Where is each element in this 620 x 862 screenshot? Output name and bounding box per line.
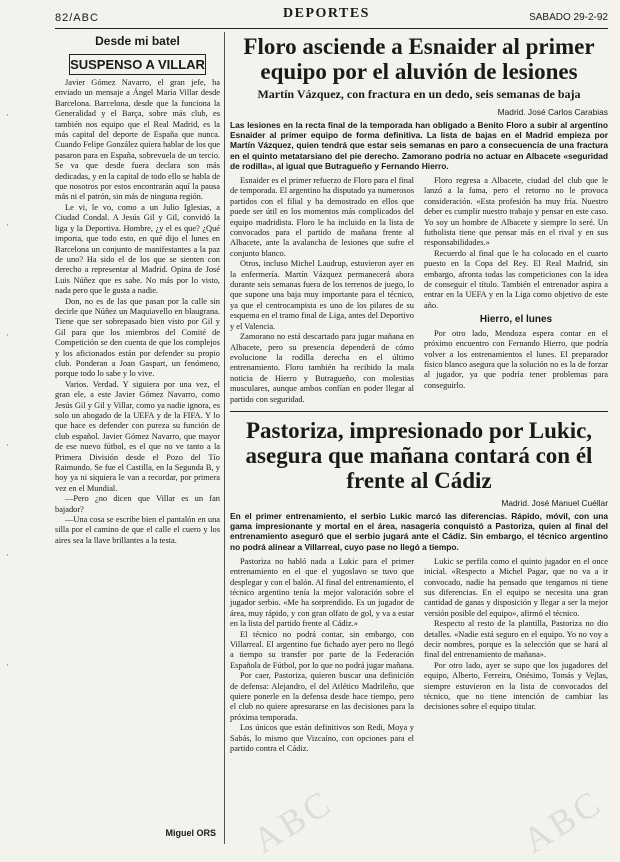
article2-paragraph: Por caer, Pastoriza, quieren buscar una definición de defensa: Alejandro, el del Atlético Madrileño, que quiere ponerle en la defensa desde hace tiempo, pero el club no quiere apresurarse en las decisiones para la próxima temporada. — [230, 671, 414, 722]
article1-paragraph: Otros, incluso Michel Laudrup, estuvieron ayer en la enfermería. Martín Vázquez permanecerá ahora durante seis semanas fuera de los terrenos de juego, lo que supone una baja muy importante para el técnico, ya que el centrocampista es uno de los pilares de su esquema en el tramo final de Liga, antes del Deportivo y el Valencia. — [230, 259, 414, 331]
article2-columns — [230, 557, 608, 755]
article1-paragraph: Por otro lado, Mendoza espera contar en el próximo encuentro con Fernando Hierro, que podría volver a los entrenamientos el lunes. El preparador físico blanco asegura que la solución no es la de forzar al jugador, ya que podría tener problemas para conseguirlo. — [424, 328, 608, 390]
article2-byline: Madrid. José Manuel Cuéllar — [501, 497, 608, 508]
article1-byline: Madrid. José Carlos Carabias — [497, 107, 608, 117]
article1-subhead: Martín Vázquez, con fractura en un dedo, seis semanas de baja — [257, 87, 581, 101]
article2-paragraph: Los únicos que están definitivos son Redi, Moya y Sabás, lo mismo que Vizcaíno, con opciones para el partido contra el Cádiz. — [230, 723, 414, 754]
article1-paragraph: Zamorano no está descartado para jugar mañana en Albacete, pero su presencia dependerá de cómo evolucione la rodilla derecha en el último entrenamiento. Floro también ha recibido la mala noticia de Hierro y Butragueño, con molestias musculares, aunque ambos confían en poder llegar al partido con seguridad. — [230, 332, 414, 404]
article-floro — [230, 34, 608, 405]
sidebar-body — [55, 78, 220, 546]
article1-intertitle: Hierro, el lunes — [479, 314, 553, 326]
margin-marks: · · · · · · — [6, 110, 9, 670]
watermark-stamp: ABC — [245, 781, 341, 861]
sidebar-paragraph: Le vi, le vo, como a un Julio Iglesias, a Ciudad Condal. A Jesús Gil y Gil, convidó la liga y la Deportiva. Hombre, ¿y el es que? ¿Qué importa, que todo esto, en qué dijo el lunes en Barcelona un conjunto de manifestantes a la paz de uno? Ha sido el de los que se sienten con derecho a representar al Madrid. Opina de José Luis Núñez que es sabe. No más por lo visto, nada pero que le gusta a nadie. — [55, 202, 220, 296]
sidebar-signature: Miguel ORS — [165, 828, 216, 838]
article2-paragraph: Respecto al resto de la plantilla, Pastoriza no dio detalles. «Nadie está seguro en el equipo. Yo no voy a decir nombres, porque es la selección que se hará al final del entrenamiento de mañana». — [424, 619, 608, 660]
section-title: DEPORTES — [283, 6, 370, 21]
article1-lead: Las lesiones en la recta final de la temporada han obligado a Benito Floro a subir al argentino Esnaider al primer equipo de forma definitiva. La lista de bajas en el Madrid empieza por Martín Vázquez, quien tendrá que estar seis semanas en paro a consecuencia de una fractura en el quinto metatarsiano del pie derecho. Zamorano podría no actuar en Albacete «seguridad de rodilla», al igual que Butragueño y Fernando Hierro. — [230, 120, 608, 171]
article2-paragraph: Por otro lado, ayer se supo que los jugadores del equipo, Alberto, Ferreira, Onésimo, Tomás y Vejlas, siempre estuvieron en la lista de convocados del técnico, que no tiene intención de cambiar las decisiones sobre el equipo titular. — [424, 660, 608, 712]
sidebar-paragraph: Varios. Verdad. Y siguiera por una vez, el gran ele, a este Javier Gómez Navarro, como Jesús Gil y Gil y Villar, como ya nadie ignora, es solo un abogado de la UEFA y de la FIFA. Y lo que hace es defender con pureza su función de club español. Javier Gómez Navarro, que mayor de ese nuevo fútbol, es el que no ve tanto a la Primera División desde el Pozo del Tío Raimundo. Se fue el Castilla, en la Segunda B, y hoy ya ni siquiera le van a recordar, por primera vez en el Mundial. — [55, 379, 220, 493]
sidebar-paragraph: Don, no es de las que pasan por la calle sin decirle que Núñez un Maquiavello en blaugrana. Tiene que ser sobrepasado bien visto por Gil y Gil para que los miembros del Comité de Competición se den cuenta de que los complejos y los aficionados están por defender su propio club. Ponderan a Joan Gaspart, un fenómeno, porque todo lo sabe y lo vive. — [55, 296, 220, 379]
main-column — [230, 32, 608, 844]
article2-paragraph: Lukic se perfila como el quinto jugador en el once inicial. «Respecto a Michel Pagar, que no va a ir convocado, nadie ha pensado que tengamos ni tiene sus diferencias. En el equipo se necesita una gran cantidad de ganas y disposición y llegar a ser la mejor versión posible del equipo», afirmó el técnico. — [424, 556, 608, 618]
article1-paragraph: Esnaider es el primer refuerzo de Floro para el final de temporada. El argentino ha disputado ya numerosos partidos con el filial y ha demostrado en ellos que puede ser útil en los momentos más complicados del equipo madridista. Floro le ha incluido en la lista de convocados para el partido de mañana frente al Albacete, ante la avalancha de lesiones que sufre el conjunto blanco. — [230, 176, 414, 258]
page-number: 82/ABC — [55, 12, 99, 24]
article2-col-right — [424, 557, 608, 755]
article1-paragraph: Recuerdo al final que le ha colocado en el cuarto puesto en la Copa del Rey. El Real Madrid, sin embargo, afronta todas las competiciones con la idea de conseguir el título. También el entrenador aspira a entrar en la UEFA y en la Liga como objetivo de este año. — [424, 248, 608, 310]
article-pastoriza — [230, 418, 608, 755]
article1-col-right — [424, 176, 608, 405]
sidebar-kicker: Desde mi batel — [95, 34, 180, 48]
watermark-stamp: ABC — [515, 781, 611, 861]
article1-col-left — [230, 176, 414, 405]
article2-headline: Pastoriza, impresionado por Lukic, asegura que mañana contará con él frente al Cádiz — [245, 417, 593, 493]
article-divider — [230, 411, 608, 412]
sidebar-paragraph: —Pero ¿no dicen que Villar es un fan bajador? — [55, 494, 220, 514]
page-date: SABADO 29-2-92 — [529, 12, 608, 23]
sidebar-paragraph: —Una cosa se escribe bien el pantalón en una silla por el camino de que el calle el cuero y los aires sea la llave brillantes a la testa. — [55, 515, 220, 545]
sidebar-title: SUSPENSO A VILLAR — [69, 54, 206, 75]
article1-paragraph: Floro regresa a Albacete, ciudad del club que le lanzó a la fama, pero el retorno no le provoca consideración. «Esta profesión ha muy fría. Nuestro deber es cumplir nuestro trabajo y pensar en este caso. Yo soy un hombre de Albacete y siempre lo seré. Un futbolista tiene que pensar más en el rival y en sus responsabilidades.» — [424, 176, 608, 248]
article2-paragraph: Pastoriza no habló nada a Lukic para el primer entrenamiento en el que el yugoslavo se tuvo que desplegar y con el balón. Al final del entrenamiento, el técnico argentino tenía la mejor valoración sobre el jugador serbio. «Me ha sorprendido. Es un jugador de área, muy rápido, y con gran olfato de gol, y va a estar en la lista del partido frente al Cádiz.» — [230, 556, 414, 629]
sidebar-column — [55, 32, 220, 844]
sidebar-paragraph: Javier Gómez Navarro, el gran jefe, ha enviado un mensaje a Ángel María Villar desde Barcelona. Barcelona, desde que la funciona la Generalidad y el Barça, sobre más club, es también nos equipo que el Real Madrid, es la más capital del deporte de España que nunca. Cuando Felipe González quiera hablar de los que pasaron para en España, sobrevuela de un tercio. Se va que desde fuera declara son más dedicadas, y en la capital de todo ello se habla de que nosotros por estos encontrarán aquí la pausa más ni el patrón, sin más de ninguna región. — [55, 78, 220, 202]
column-rule — [224, 32, 225, 844]
article2-lead: En el primer entrenamiento, el serbio Lukic marcó las diferencias. Rápido, móvil, con una gama impresionante y mortal en el área, nasageria conquistó a Pastoriza, quien al final del entrenamiento aseguró que el serbio jugará ante el Cádiz. Sin embargo, el técnico argentino no podrá alinear a Villarreal, cuyo pase no llegó a tiempo. — [230, 510, 608, 552]
page-header — [55, 6, 608, 29]
article2-col-left — [230, 557, 414, 755]
article2-paragraph: El técnico no podrá contar, sin embargo, con Villarreal. El argentino fue fichado ayer pero no llegó a tiempo su transfer por parte de la Federación Española de Fútbol, por lo que no podrá jugar mañana. — [230, 629, 414, 670]
article1-headline: Floro asciende a Esnaider al primer equipo por el aluvión de lesiones — [243, 34, 595, 84]
article1-columns — [230, 176, 608, 405]
